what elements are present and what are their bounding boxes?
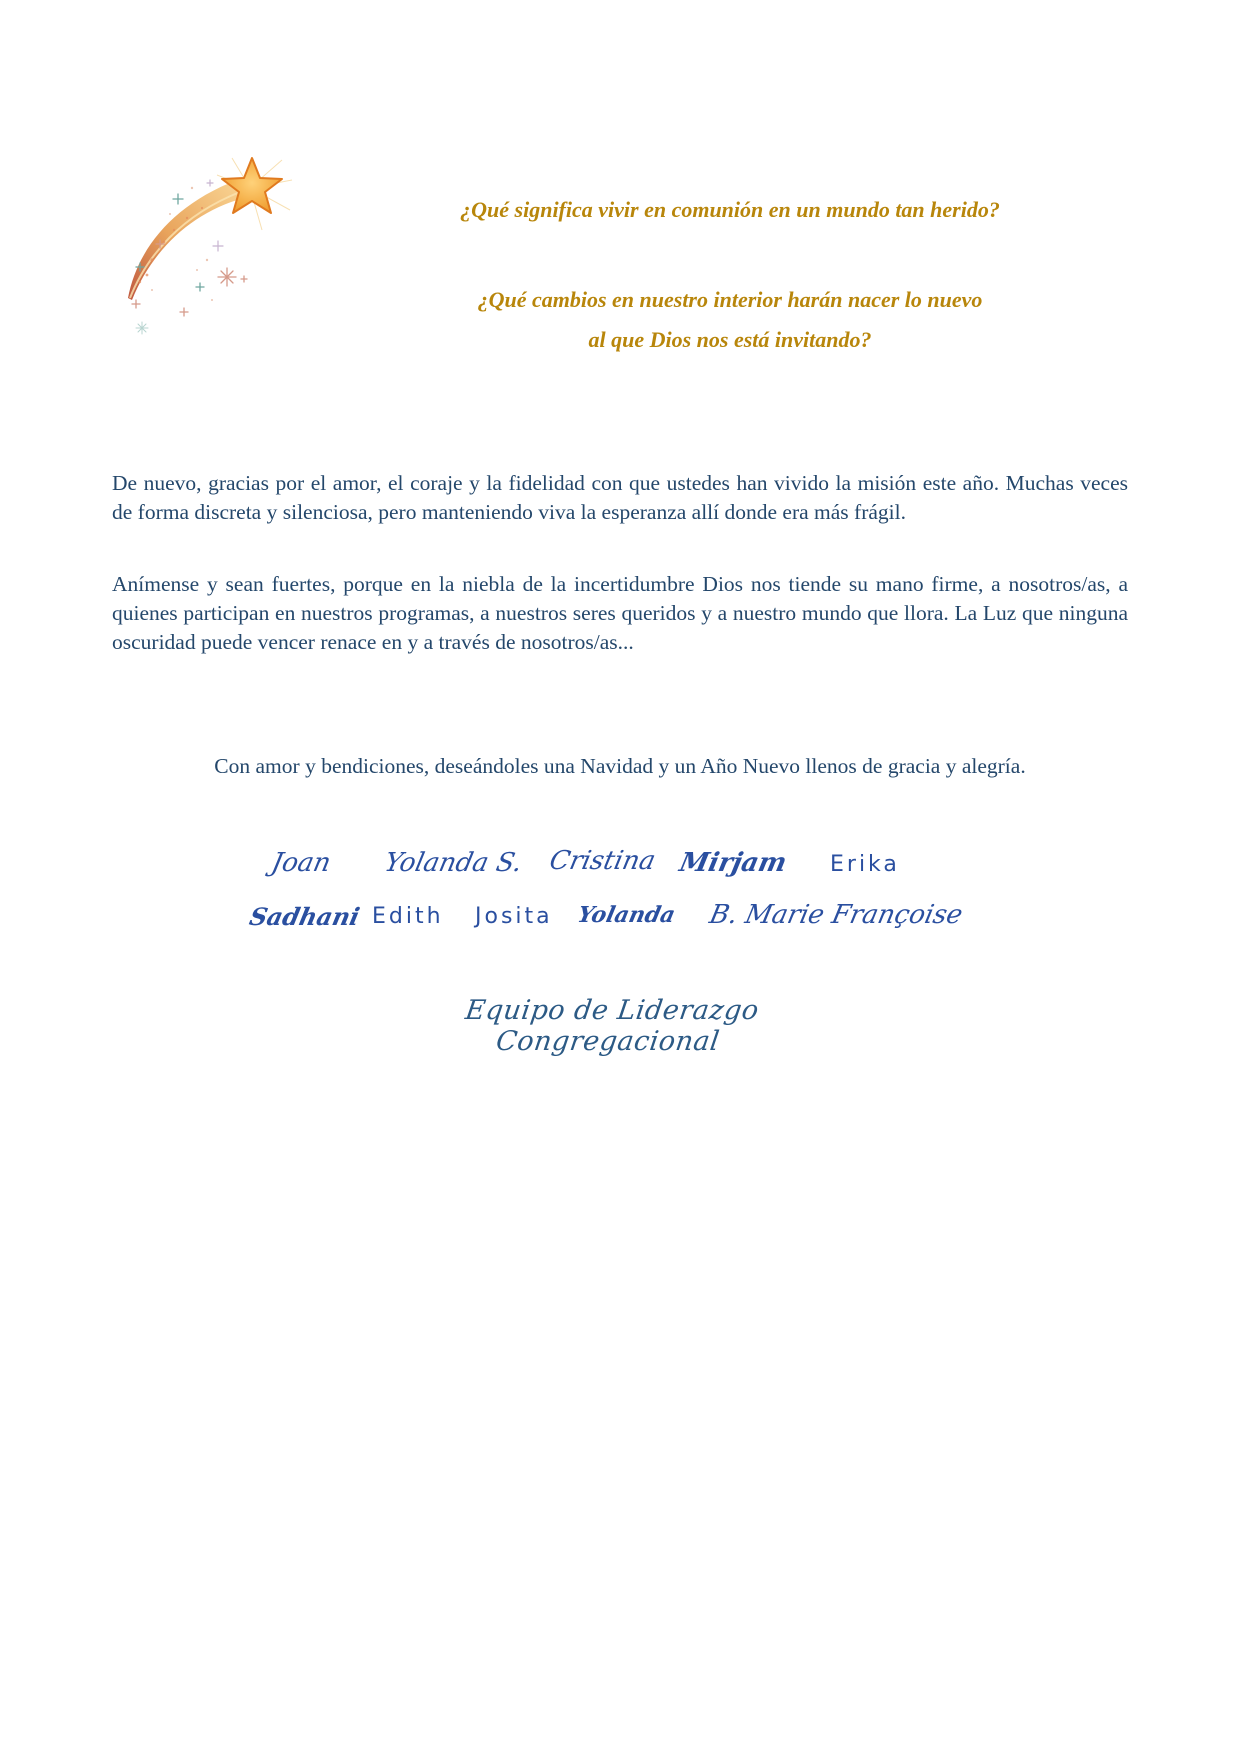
question-inner-change-line-2: al que Dios nos está invitando?: [588, 327, 872, 352]
shooting-star-icon: [112, 150, 302, 340]
team-name: Equipo de Liderazgo Congregacional: [463, 995, 761, 1057]
closing-blessing: Con amor y bendiciones, deseándoles una Navidad y un Año Nuevo llenos de gracia y alegría.: [214, 754, 1026, 778]
signature: Cristina: [546, 846, 659, 876]
signature: Erika: [830, 852, 900, 877]
question-inner-change-line-1: ¿Qué cambios en nuestro interior harán nacer lo nuevo: [477, 287, 983, 312]
signature: Mirjam: [676, 848, 790, 878]
signatures: [246, 840, 1020, 950]
question-inner-change: [380, 280, 1080, 360]
signature: Yolanda: [575, 902, 678, 928]
signature: Joan: [268, 848, 334, 878]
signature: Yolanda S.: [381, 848, 525, 878]
paragraph-encouragement: Anímense y sean fuertes, porque en la niebla de la incertidumbre Dios nos tiende su mano firme, a nosotros/as, a quienes participan en nuestros programas, a nuestros seres queridos y a nuestro mundo que llora. La Luz que ninguna oscuridad puede vencer renace en y a través de nosotros/as...: [112, 572, 1128, 654]
signature: B. Marie Françoise: [706, 900, 966, 930]
question-communion: ¿Qué significa vivir en comunión en un mundo tan herido?: [460, 197, 1000, 222]
signature: Sadhani: [246, 902, 363, 931]
signature: Josita: [475, 904, 553, 929]
signature: Edith: [372, 904, 444, 929]
paragraph-gratitude: De nuevo, gracias por el amor, el coraje y la fidelidad con que ustedes han vivido la misión este año. Muchas veces de forma discreta y silenciosa, pero manteniendo viva la esperanza allí donde era más frágil.: [112, 471, 1128, 524]
